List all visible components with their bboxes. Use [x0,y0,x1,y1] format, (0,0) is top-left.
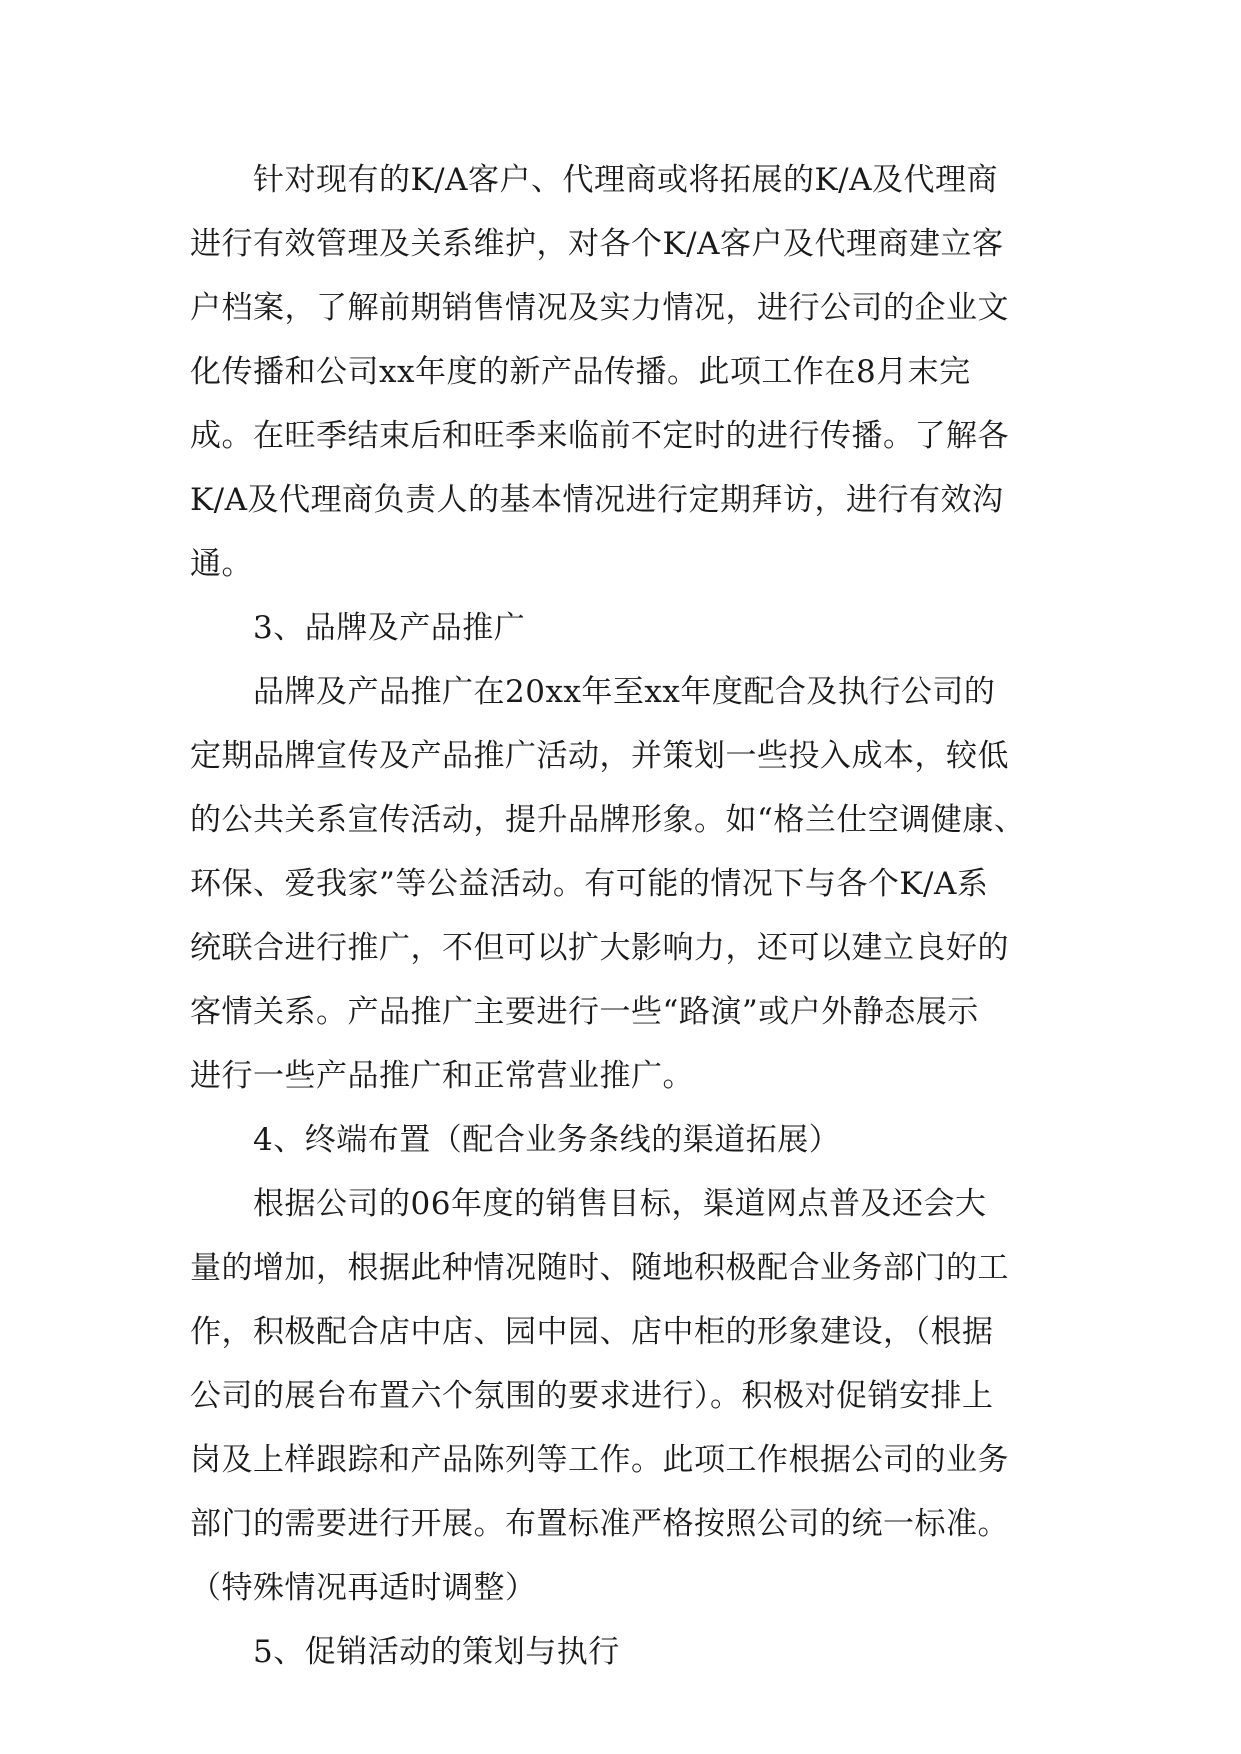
text-line: 针对现有的K/A客户、代理商或将拓展的K/A及代理商 [253,162,998,198]
text-line: 客情关系。产品推广主要进行一些“路演”或户外静态展示 [190,994,979,1030]
text-line: 品牌及产品推广在20xx年至xx年度配合及执行公司的 [253,674,996,710]
text-line: 的公共关系宣传活动，提升品牌形象。如“格兰仕空调健康、 [190,802,1026,838]
text-line: 环保、爱我家”等公益活动。有可能的情况下与各个K/A系 [190,866,989,902]
section-heading: 4、终端布置（配合业务条线的渠道拓展） [253,1122,841,1158]
text-line: 定期品牌宣传及产品推广活动，并策划一些投入成本，较低 [190,738,1009,774]
text-line: 户档案，了解前期销售情况及实力情况，进行公司的企业文 [190,290,1009,326]
text-line: 根据公司的06年度的销售目标，渠道网点普及还会大 [253,1186,987,1222]
text-line: 部门的需要进行开展。布置标准严格按照公司的统一标准。 [190,1506,1009,1542]
text-line: 岗及上样跟踪和产品陈列等工作。此项工作根据公司的业务 [190,1442,1009,1478]
text-line: 作，积极配合店中店、园中园、店中柜的形象建设，（根据 [190,1314,994,1350]
text-line: 化传播和公司xx年度的新产品传播。此项工作在8月末完 [190,354,971,390]
text-line: 量的增加，根据此种情况随时、随地积极配合业务部门的工 [190,1250,1009,1286]
text-line: 通。 [190,546,253,582]
section-heading: 3、品牌及产品推广 [253,610,526,646]
text-line: （特殊情况再适时调整） [190,1570,537,1606]
text-line: 成。在旺季结束后和旺季来临前不定时的进行传播。了解各 [190,418,1009,454]
text-line: 统联合进行推广，不但可以扩大影响力，还可以建立良好的 [190,930,1009,966]
section-heading: 5、促销活动的策划与执行 [253,1634,620,1670]
text-line: 进行一些产品推广和正常营业推广。 [190,1058,694,1094]
text-line: 进行有效管理及关系维护，对各个K/A客户及代理商建立客 [190,226,1004,262]
text-line: K/A及代理商负责人的基本情况进行定期拜访，进行有效沟 [190,482,1004,518]
text-line: 公司的展台布置六个氛围的要求进行）。积极对促销安排上 [190,1378,994,1414]
